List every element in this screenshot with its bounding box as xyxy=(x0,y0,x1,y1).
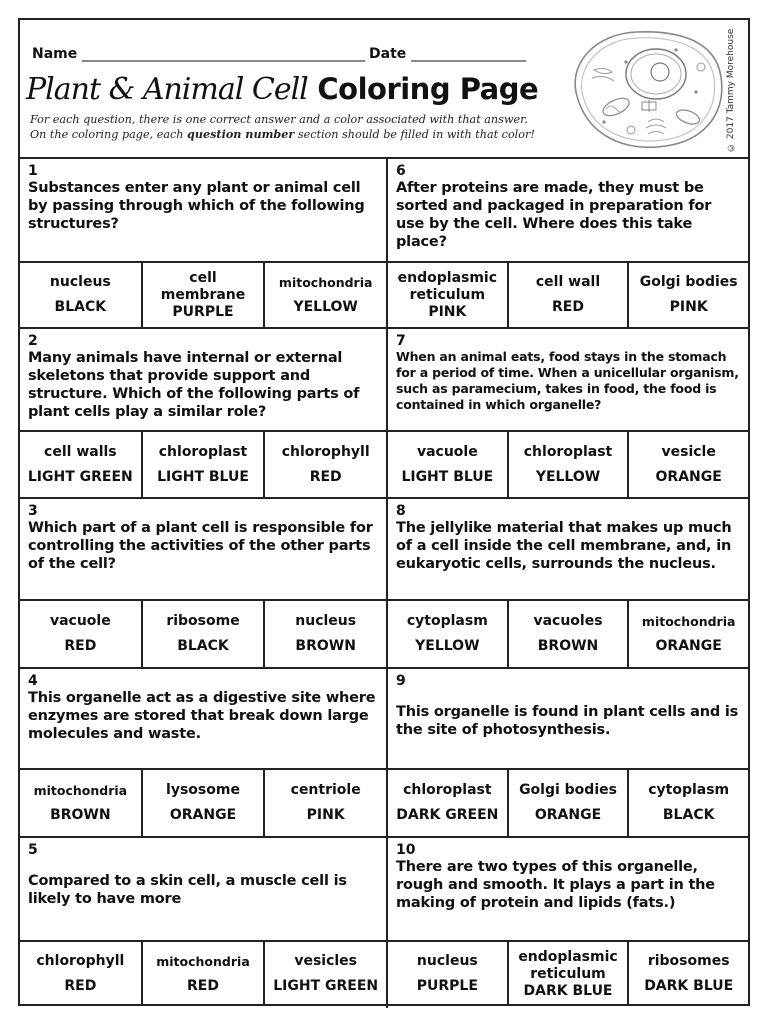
name-field[interactable]: _______________________________________________ xyxy=(82,46,365,62)
answer-choices xyxy=(20,263,386,327)
answer-term: vacuole xyxy=(416,443,478,460)
answer-color: PURPLE xyxy=(416,978,478,994)
question-number[interactable]: 9 xyxy=(396,673,406,689)
answer-choice[interactable] xyxy=(20,263,141,327)
question-row xyxy=(20,327,748,497)
answer-color: LIGHT GREEN xyxy=(273,978,379,994)
answer-choice[interactable] xyxy=(141,942,264,1006)
question-text: The jellylike material that makes up much of a cell inside the cell membrane, and, in eukaryotic cells, surrounds the nucleus. xyxy=(396,520,732,572)
answer-term: vacuoles xyxy=(533,613,603,629)
answer-choice[interactable] xyxy=(141,432,264,497)
answer-color: RED xyxy=(64,978,97,994)
question-block xyxy=(20,499,386,669)
date-field[interactable]: ___________________ xyxy=(411,46,526,62)
answer-term: chloroplast xyxy=(403,782,492,798)
answer-color: ORANGE xyxy=(655,468,722,485)
question-row xyxy=(20,157,748,327)
answer-choice[interactable] xyxy=(20,432,141,497)
worksheet-header xyxy=(20,20,748,157)
answer-choice[interactable] xyxy=(141,263,264,327)
question-prompt xyxy=(388,329,748,432)
answer-choice[interactable] xyxy=(263,942,386,1006)
answer-color: RED xyxy=(64,638,97,654)
answer-choice[interactable] xyxy=(388,942,507,1006)
question-prompt xyxy=(20,499,386,601)
answer-choice[interactable] xyxy=(20,601,141,667)
worksheet xyxy=(18,18,750,1006)
answer-term: mitochondria xyxy=(278,275,373,290)
question-block xyxy=(386,329,748,499)
answer-color: BROWN xyxy=(50,807,111,823)
question-text: Substances enter any plant or animal cell by passing through which of the following structures? xyxy=(28,180,365,232)
answer-color: PINK xyxy=(669,299,708,315)
answer-term: chlorophyll xyxy=(281,443,370,460)
page-title-rest: Coloring Page xyxy=(317,72,539,106)
answer-color: YELLOW xyxy=(415,638,480,654)
answer-term: Golgi bodies xyxy=(639,274,738,290)
answer-color: BROWN xyxy=(537,638,599,654)
question-prompt xyxy=(388,159,748,263)
question-text: When an animal eats, food stays in the stomach for a period of time. When a unicellular organism, such as paramecium, takes in food, the food is contained in which organelle? xyxy=(396,349,739,412)
answer-color: ORANGE xyxy=(655,638,722,654)
question-text: Many animals have internal or external skeletons that provide support and structure. Which of the following parts of plant cells play a similar role? xyxy=(28,350,360,420)
answer-choice[interactable] xyxy=(627,263,748,327)
answer-term: chloroplast xyxy=(158,443,248,460)
answer-term: cell wall xyxy=(535,274,601,290)
answer-color: ORANGE xyxy=(534,807,602,823)
question-text: This organelle act as a digestive site where enzymes are stored that break down large molecules and waste. xyxy=(28,690,376,742)
answer-choice[interactable] xyxy=(507,432,628,497)
instructions-line-1: For each question, there is one correct answer and a color associated with that answer. xyxy=(30,113,528,126)
copyright-text: © 2017 Tammy Morehouse xyxy=(726,28,736,152)
question-number[interactable]: 2 xyxy=(28,333,38,349)
instructions-line-2-bold: question number xyxy=(187,127,295,141)
answer-choices xyxy=(388,601,748,667)
answer-term: Golgi bodies xyxy=(519,782,617,798)
answer-choices xyxy=(388,263,748,327)
answer-term: vesicles xyxy=(294,953,358,969)
question-prompt xyxy=(20,329,386,432)
question-number[interactable]: 8 xyxy=(396,503,406,519)
answer-term: chloroplast xyxy=(523,443,613,460)
question-text: There are two types of this organelle, rough and smooth. It plays a part in the making of protein and lipids (fats.) xyxy=(396,859,715,911)
question-block xyxy=(20,838,386,1008)
question-number[interactable]: 6 xyxy=(396,163,406,179)
question-block xyxy=(386,838,748,1008)
answer-term: chlorophyll xyxy=(36,953,125,969)
instructions-line-2 xyxy=(30,127,550,142)
question-number[interactable]: 5 xyxy=(28,842,38,858)
answer-choice[interactable] xyxy=(627,432,748,497)
question-text: Compared to a skin cell, a muscle cell is likely to have more xyxy=(28,873,347,907)
answer-choice[interactable] xyxy=(388,601,507,667)
question-row xyxy=(20,836,748,1006)
answer-term: nucleus xyxy=(49,274,111,290)
name-label: Name xyxy=(32,46,78,62)
question-text: Which part of a plant cell is responsible for controlling the activities of the other parts of the cell? xyxy=(28,520,373,572)
question-row xyxy=(20,497,748,667)
answer-color: BLACK xyxy=(54,299,107,315)
page-title-hand: Plant & Animal Cell xyxy=(26,72,308,107)
instructions xyxy=(30,113,550,142)
page-title xyxy=(26,72,538,107)
answer-term: ribosomes xyxy=(647,953,730,969)
question-number[interactable]: 1 xyxy=(28,163,38,179)
question-block xyxy=(386,669,748,838)
question-block xyxy=(386,499,748,669)
answer-choice[interactable] xyxy=(388,432,507,497)
answer-choices xyxy=(388,432,748,497)
answer-choice[interactable] xyxy=(141,770,264,836)
answer-color: PURPLE xyxy=(172,303,234,320)
question-spacer xyxy=(396,689,740,703)
question-prompt xyxy=(388,499,748,601)
answer-term: cell membrane xyxy=(160,269,246,303)
answer-color: LIGHT BLUE xyxy=(157,468,249,485)
answer-choice[interactable] xyxy=(20,770,141,836)
answer-color: DARK BLUE xyxy=(644,978,734,994)
instructions-line-2-post: section should be filled in with that color! xyxy=(297,128,535,141)
question-spacer xyxy=(28,858,378,872)
instructions-line-2-pre: On the coloring page, each xyxy=(30,128,184,141)
answer-color: BLACK xyxy=(177,638,229,654)
answer-choice[interactable] xyxy=(507,942,628,1006)
question-prompt xyxy=(388,669,748,770)
answer-color: RED xyxy=(552,299,584,315)
answer-term: mitochondria xyxy=(33,783,128,798)
answer-choice[interactable] xyxy=(507,601,628,667)
answer-color: BROWN xyxy=(295,638,356,654)
answer-choice[interactable] xyxy=(627,942,748,1006)
question-number[interactable]: 7 xyxy=(396,333,406,349)
answer-term: lysosome xyxy=(166,782,240,798)
answer-term: vesicle xyxy=(661,443,716,460)
answer-color: LIGHT GREEN xyxy=(27,468,133,485)
answer-choices xyxy=(20,601,386,667)
answer-term: centriole xyxy=(290,782,361,798)
answer-term: cell walls xyxy=(44,443,117,460)
answer-choice[interactable] xyxy=(263,432,386,497)
answer-term: mitochondria xyxy=(641,614,736,629)
question-block xyxy=(20,669,386,838)
answer-choice[interactable] xyxy=(263,263,386,327)
answer-term: cytoplasm xyxy=(648,782,730,798)
question-block xyxy=(20,159,386,329)
answer-choice[interactable] xyxy=(627,601,748,667)
answer-color: ORANGE xyxy=(169,807,237,823)
question-block xyxy=(20,329,386,499)
answer-choice[interactable] xyxy=(388,263,507,327)
answer-choices xyxy=(20,432,386,497)
name-date-row xyxy=(32,46,525,62)
answer-color: YELLOW xyxy=(535,468,601,485)
answer-color: RED xyxy=(187,978,219,994)
answer-choices xyxy=(388,942,748,1006)
answer-term: nucleus xyxy=(295,613,357,629)
answer-choice[interactable] xyxy=(507,770,628,836)
question-number[interactable]: 10 xyxy=(396,842,416,858)
answer-color: LIGHT BLUE xyxy=(401,468,494,485)
answer-color: DARK BLUE xyxy=(523,982,613,999)
question-prompt xyxy=(388,838,748,942)
answer-term: ribosome xyxy=(166,613,240,629)
answer-choices xyxy=(20,942,386,1006)
answer-choice[interactable] xyxy=(141,601,264,667)
answer-color: RED xyxy=(309,468,342,485)
question-text: This organelle is found in plant cells and is the site of photosynthesis. xyxy=(396,704,739,738)
answer-term: vacuole xyxy=(49,613,111,629)
question-text: After proteins are made, they must be sorted and packaged in preparation for use by the cell. Where does this take place? xyxy=(396,180,712,250)
question-block xyxy=(386,159,748,329)
answer-choices xyxy=(388,770,748,836)
answer-choices xyxy=(20,770,386,836)
question-prompt xyxy=(20,838,386,942)
answer-term: nucleus xyxy=(416,953,478,969)
answer-choice[interactable] xyxy=(627,770,748,836)
answer-term: endoplasmic reticulum xyxy=(518,948,618,982)
answer-term: endoplasmic reticulum xyxy=(397,269,498,303)
question-prompt xyxy=(20,159,386,263)
answer-color: PINK xyxy=(306,807,345,823)
animal-cell-illustration xyxy=(556,22,738,154)
answer-choice[interactable] xyxy=(263,601,386,667)
answer-choice[interactable] xyxy=(263,770,386,836)
answer-color: YELLOW xyxy=(293,299,358,315)
question-prompt xyxy=(20,669,386,770)
answer-term: cytoplasm xyxy=(406,613,488,629)
answer-term: mitochondria xyxy=(156,954,250,969)
question-number[interactable]: 4 xyxy=(28,673,38,689)
answer-color: BLACK xyxy=(662,807,715,823)
answer-choice[interactable] xyxy=(388,770,507,836)
date-label: Date xyxy=(369,46,407,62)
answer-choice[interactable] xyxy=(20,942,141,1006)
question-number[interactable]: 3 xyxy=(28,503,38,519)
answer-color: DARK GREEN xyxy=(396,807,499,823)
answer-color: PINK xyxy=(428,303,467,320)
answer-choice[interactable] xyxy=(507,263,628,327)
question-row xyxy=(20,667,748,836)
